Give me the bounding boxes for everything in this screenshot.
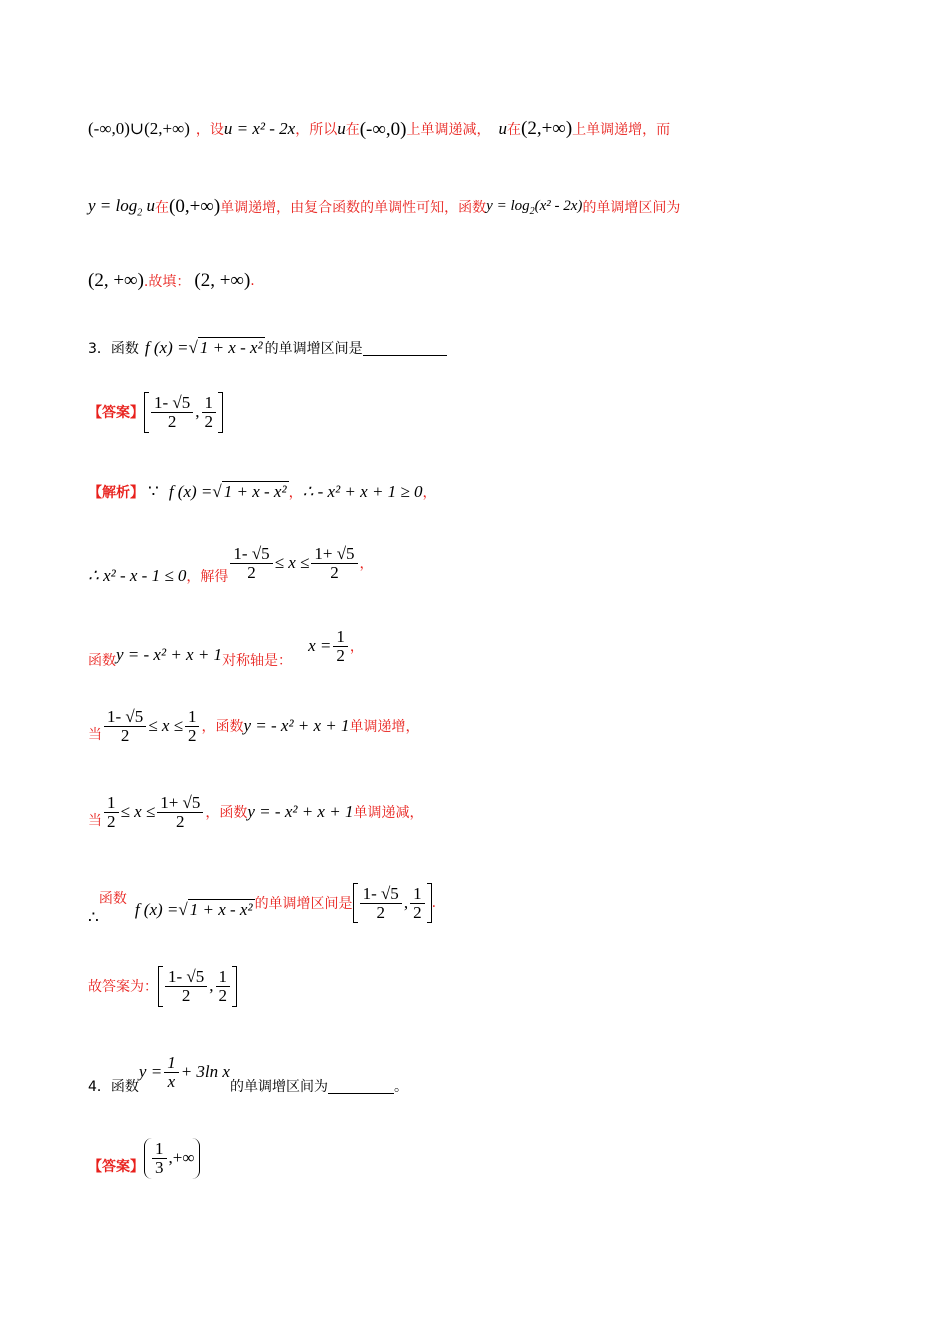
inequality: ∴ x² - x - 1 ≤ 0 (88, 566, 187, 585)
math-expression: $y = \log_2 u$ (88, 196, 155, 219)
answer-blank (363, 341, 447, 356)
inequality: ≤ x ≤ (274, 553, 310, 572)
axis-lhs: x = (308, 636, 332, 655)
solution-line-1 (88, 118, 890, 140)
answer-blank (328, 1079, 394, 1094)
analysis-tag: 【解析】 (88, 485, 144, 501)
interval-paren (144, 1138, 200, 1179)
fraction: $\frac{1}{2}$ (410, 885, 425, 922)
fraction: $\frac{1- √5}{2}$ (165, 968, 207, 1005)
comma: ， (359, 556, 374, 572)
inequality: ∴ - x² + x + 1 ≥ 0 (302, 482, 423, 501)
text-segment: ，解得 (186, 569, 229, 585)
function-lhs: f (x) = (134, 900, 179, 919)
fraction: $\frac{1+ √5}{2}$ (157, 794, 203, 831)
fraction: $\frac{1+ √5}{2}$ (311, 545, 357, 582)
text-segment: 上单调递增，而 (572, 122, 671, 138)
text-segment: 的单调增区间是 (254, 896, 353, 912)
function-lhs: y = (138, 1062, 163, 1081)
question-4 (88, 1048, 890, 1096)
comma: ， (422, 485, 437, 501)
text-segment: 在 (507, 122, 521, 138)
fraction: $\frac{1}{2}$ (333, 628, 348, 665)
analysis-line-2 (88, 540, 890, 586)
fraction: $\frac{1- √5}{2}$ (104, 708, 146, 745)
function-lhs: f (x) = (168, 482, 213, 501)
answer-tag: 【答案】 (88, 1159, 144, 1176)
text-segment: 故答案为： (88, 979, 158, 996)
math-expression: u (337, 119, 346, 138)
comma: ， (349, 639, 364, 655)
solution-line-3 (88, 270, 890, 292)
fraction: $\frac{1}{2}$ (202, 394, 217, 431)
text-segment: 单调递增，由复合函数的单调性可知，函数 (220, 200, 487, 217)
therefore-symbol: ∴ (88, 908, 99, 927)
function-expression: y = - x² + x + 1 (116, 645, 223, 664)
interval-bracket: $\frac{1- √5}{2}$ , $\frac{1}{2}$ (353, 883, 432, 924)
text-segment: 在 (345, 122, 360, 138)
inequality: ≤ x ≤ (120, 802, 156, 822)
fraction: $\frac{1}{x}$ (164, 1054, 179, 1091)
analysis-line-6 (88, 878, 890, 928)
text-segment: 当 (88, 727, 102, 744)
analysis-line-5 (88, 794, 890, 831)
function-expression: y = - x² + x + 1 (247, 802, 354, 822)
answer-4 (88, 1138, 890, 1179)
comma: ， (288, 485, 303, 501)
fraction: $\frac{1}{2}$ (104, 794, 119, 831)
text-segment: .故填： (143, 274, 191, 290)
question-text: 的单调增区间为 (229, 1079, 328, 1095)
text-segment: 在 (155, 200, 169, 217)
text-segment: ，所以 (295, 122, 338, 138)
comma: , (195, 402, 200, 422)
fraction: $\frac{1}{2}$ (185, 708, 200, 745)
analysis-line-7 (88, 966, 890, 1007)
analysis-line-3 (88, 622, 890, 670)
answer-tag: 【答案】 (88, 405, 144, 422)
fraction: $\frac{1- √5}{2}$ (360, 885, 402, 922)
text-segment: ，函数 (201, 719, 244, 736)
math-expression: (0,+∞) (169, 196, 221, 218)
math-expression: (2, +∞) (88, 270, 144, 291)
because-symbol: ∵ (148, 482, 159, 501)
math-expression: (2,+∞) (521, 118, 573, 139)
period: . (431, 895, 437, 911)
text-segment: 函数 (98, 891, 127, 907)
math-expression: (-∞,0)∪(2,+∞) (88, 119, 190, 138)
radical: √ 1 + x - x² (212, 482, 287, 501)
fraction: $\frac{1- √5}{2}$ (230, 545, 272, 582)
question-number: 4．函数 (88, 1079, 139, 1095)
fraction: $\frac{1}{2}$ (216, 968, 231, 1005)
answer-3 (88, 392, 890, 433)
question-number: 3．函数 (88, 341, 139, 357)
period: 。 (393, 1079, 408, 1095)
interval-bracket: $\frac{1- √5}{2}$ , $\frac{1}{2}$ (158, 966, 237, 1007)
fraction: $\frac{1}{3}$ (152, 1140, 167, 1177)
inequality: ≤ x ≤ (148, 716, 183, 736)
text-segment: 对称轴是： (222, 653, 293, 669)
text-segment: 的单调增区间为 (582, 200, 681, 217)
function-expression: y = - x² + x + 1 (243, 716, 350, 736)
text-segment: 上单调递减， (406, 122, 491, 138)
text-segment: 当 (88, 813, 102, 830)
text-segment: ，设 (195, 122, 224, 138)
math-expression: $y = \log_2(x^2 - 2x)$ (486, 197, 583, 217)
text-segment: 单调递增， (349, 719, 420, 736)
text-segment: 函数 (88, 653, 116, 669)
function-expression: + 3ln x (180, 1062, 230, 1081)
radical: √ 1 + x - x² (178, 900, 253, 919)
math-expression: (-∞,0) (359, 118, 407, 140)
math-expression: (2, +∞) (194, 270, 251, 291)
interval-rest: ,+∞ (168, 1148, 195, 1168)
text-segment: 单调递减， (353, 805, 424, 822)
analysis-line-4 (88, 708, 890, 745)
analysis-line-1 (88, 482, 890, 502)
solution-line-2 (88, 196, 890, 218)
interval-bracket (144, 392, 223, 433)
text-segment: . (250, 273, 255, 289)
function-lhs: f (x) = (144, 338, 189, 357)
math-expression: u = x² - 2x (223, 119, 296, 138)
text-segment: ，函数 (205, 805, 248, 822)
question-3 (88, 338, 890, 358)
math-expression: u (498, 119, 507, 138)
radical: √ 1 + x - x² (188, 338, 263, 357)
fraction: $\frac{1- √5}{2}$ (151, 394, 193, 431)
question-text: 的单调增区间是 (264, 341, 363, 357)
